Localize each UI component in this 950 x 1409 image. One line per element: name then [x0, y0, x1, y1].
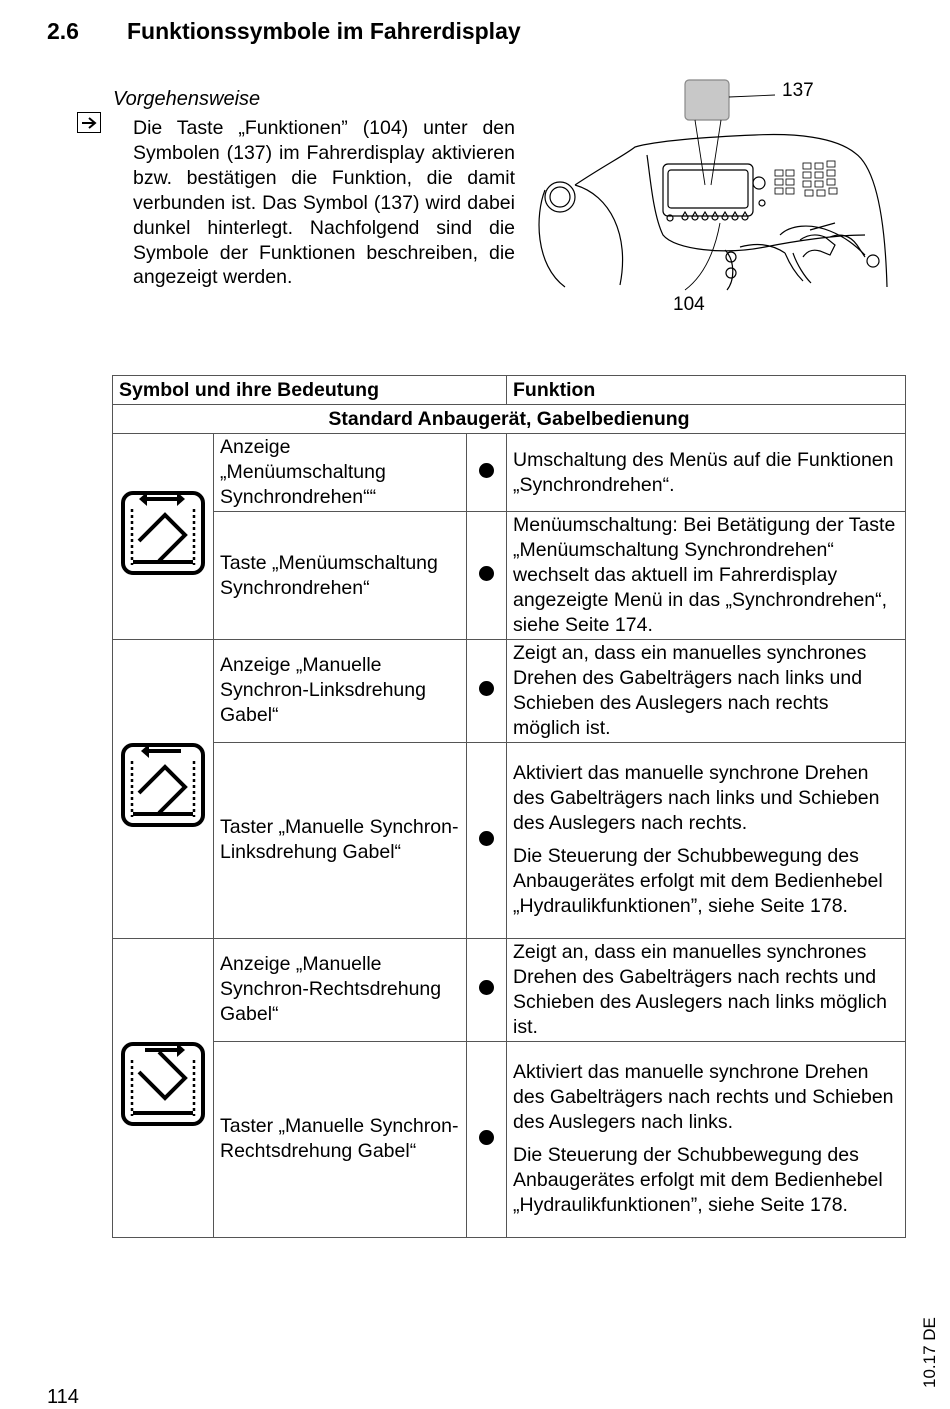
menu-switch-synchronous-rotation-icon — [117, 487, 209, 579]
callout-137: 137 — [782, 80, 814, 101]
symbol-cell — [113, 938, 214, 1237]
bullet — [467, 742, 507, 938]
function-symbol-table — [112, 375, 906, 1238]
table-row — [113, 640, 906, 743]
table-row — [113, 938, 906, 1041]
procedure-label: Vorgehensweise — [113, 88, 261, 110]
meaning-cell: Anzeige „Manuelle Synchron-Rechtsdrehung Gabel“ — [214, 938, 467, 1041]
meaning-cell: Anzeige „Manuelle Synchron-Linksdrehung Gabel“ — [214, 640, 467, 743]
bullet — [467, 512, 507, 640]
meaning-cell: Taster „Manuelle Synchron-Rechtsdrehung Gabel“ — [214, 1041, 467, 1237]
bullet — [467, 938, 507, 1041]
bullet — [467, 434, 507, 512]
callout-104: 104 — [673, 294, 705, 315]
function-paragraph: Aktiviert das manuelle synchrone Drehen des Gabelträgers nach links und Schieben des Auslegers nach rechts. — [513, 762, 880, 835]
symbol-cell — [113, 434, 214, 640]
meaning-cell: Anzeige „Menüumschaltung Synchrondrehen““ — [214, 434, 467, 512]
table-row — [113, 434, 906, 512]
bullet — [467, 640, 507, 743]
procedure-text: Die Taste „Funktionen” (104) unter den Symbolen (137) im Fahrerdisplay aktivieren bzw. bestätigen die Funktion, die damit verbunden ist. Das Symbol (137) wird dabei dunkel hinterlegt. Nachfolgend sind die Symbole der Funktionen beschreiben, die angezeigt werden. — [133, 117, 515, 289]
function-cell: Zeigt an, dass ein manuelles synchrones Drehen des Gabelträgers nach rechts und Schieben des Auslegers nach links möglich ist. — [507, 938, 906, 1041]
synchronous-right-rotation-icon — [117, 1038, 209, 1130]
meaning-cell: Taster „Manuelle Synchron-Linksdrehung Gabel“ — [214, 742, 467, 938]
driver-display-illustration — [535, 75, 915, 325]
function-cell: Menüumschaltung: Bei Betätigung der Taste „Menüumschaltung Synchrondrehen“ wechselt das aktuell im Fahrerdisplay angezeigte Menü in das „Synchrondrehen“, siehe Seite 174. — [507, 512, 906, 640]
header-function: Funktion — [507, 376, 906, 405]
page-number: 114 — [47, 1386, 79, 1408]
section-heading — [47, 18, 521, 45]
table-row — [113, 742, 906, 938]
table-section-row — [113, 405, 906, 434]
function-cell: Zeigt an, dass ein manuelles synchrones Drehen des Gabelträgers nach links und Schieben des Auslegers nach rechts möglich ist. — [507, 640, 906, 743]
function-paragraph: Die Steuerung der Schubbewegung des Anbaugerätes erfolgt mit dem Bedienhebel „Hydraulikfunktionen”, siehe Seite 178. — [513, 845, 883, 917]
table-header-row — [113, 376, 906, 405]
dashboard-drawing — [535, 75, 915, 320]
section-number: 2.6 — [47, 18, 79, 44]
bullet — [467, 1041, 507, 1237]
table-row — [113, 512, 906, 640]
table-row — [113, 1041, 906, 1237]
function-cell: Umschaltung des Menüs auf die Funktionen „Synchrondrehen“. — [507, 434, 906, 512]
function-cell — [507, 1041, 906, 1237]
synchronous-left-rotation-icon — [117, 739, 209, 831]
section-label: Standard Anbaugerät, Gabelbedienung — [113, 405, 906, 434]
version-text: 10.17 DE — [920, 1317, 939, 1388]
procedure-arrow-icon — [77, 112, 101, 133]
function-paragraph: Aktiviert das manuelle synchrone Drehen des Gabelträgers nach rechts und Schieben des Auslegers nach links. — [513, 1061, 894, 1134]
header-symbol-meaning: Symbol und ihre Bedeutung — [113, 376, 507, 405]
symbol-cell — [113, 640, 214, 939]
function-paragraph: Die Steuerung der Schubbewegung des Anbaugerätes erfolgt mit dem Bedienhebel „Hydraulikfunktionen”, siehe Seite 178. — [513, 1144, 883, 1216]
section-title: Funktionssymbole im Fahrerdisplay — [127, 18, 521, 44]
meaning-cell: Taste „Menüumschaltung Synchrondrehen“ — [214, 512, 467, 640]
version-label — [918, 1300, 948, 1390]
function-cell — [507, 742, 906, 938]
